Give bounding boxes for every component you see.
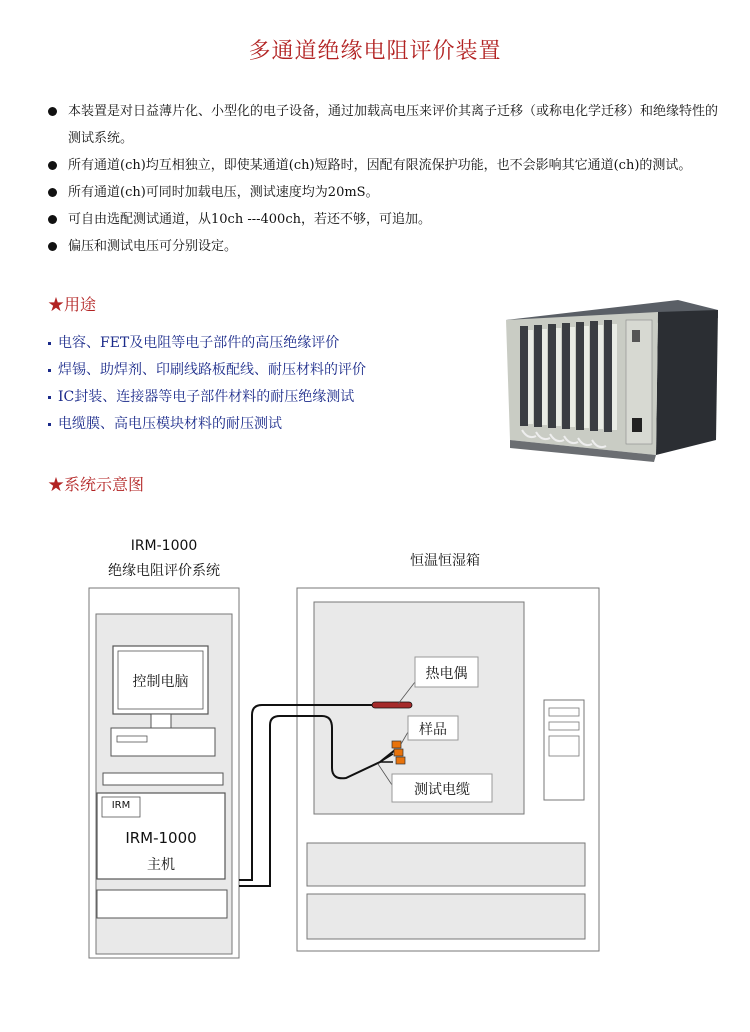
feature-list [48,98,728,260]
uses-heading-text: 用途 [64,295,97,314]
irm-badge: IRM [111,800,131,811]
uses-heading [48,292,96,315]
feature-item [48,152,728,179]
host-label-model: IRM-1000 [125,829,197,847]
diagram-heading-text: 系统示意图 [64,475,145,494]
star-icon: ★ [48,475,65,494]
uses-list [48,330,366,438]
use-text: IC封装、连接器等电子部件材料的耐压绝缘测试 [58,389,355,405]
bullet-dot-icon [48,215,57,224]
feature-text: 可自由选配测试通道，从10ch ---400ch，若还不够，可追加。 [68,212,431,227]
bullet-square-icon [48,369,51,372]
feature-text: 所有通道(ch)可同时加载电压，测试速度均为20mS。 [68,185,379,200]
bullet-dot-icon [48,161,57,170]
bullet-square-icon [48,342,51,345]
use-text: 电容、FET及电阻等电子部件的高压绝缘评价 [58,335,340,351]
feature-item [48,233,728,260]
cable-label: 测试电缆 [414,782,470,798]
feature-item [48,98,728,152]
feature-item [48,206,728,233]
star-icon: ★ [48,295,65,314]
system-label-name: 绝缘电阻评价系统 [108,563,220,579]
system-diagram [0,500,750,1032]
bullet-dot-icon [48,242,57,251]
thermocouple [372,702,412,708]
bullet-square-icon [48,396,51,399]
host-label-name: 主机 [147,857,175,873]
sample-label: 样品 [419,722,447,738]
use-item [48,330,366,357]
bullet-square-icon [48,423,51,426]
feature-text: 偏压和测试电压可分别设定。 [68,239,238,254]
feature-text: 本装置是对日益薄片化、小型化的电子设备，通过加载高电压来评价其离子迁移（或称电化学迁移）和绝缘特性的测试系统。 [68,104,719,146]
product-photo [498,290,720,470]
use-text: 焊锡、助焊剂、印刷线路板配线、耐压材料的评价 [58,362,366,378]
pc-label: 控制电脑 [132,674,189,690]
feature-text: 所有通道(ch)均互相独立，即使某通道(ch)短路时，因配有限流保护功能，也不会影响其它通道(ch)的测试。 [68,158,692,173]
chamber-label: 恒温恒湿箱 [410,553,480,569]
use-item [48,357,366,384]
thermocouple-label: 热电偶 [425,666,468,682]
sample [396,757,405,764]
bullet-dot-icon [48,188,57,197]
diagram-heading [48,472,144,495]
use-item [48,411,366,438]
sample [392,741,401,748]
use-text: 电缆膜、高电压模块材料的耐压测试 [58,416,282,432]
page-title: 多通道绝缘电阻评价装置 [248,39,502,64]
bullet-dot-icon [48,107,57,116]
system-label-model: IRM-1000 [130,538,198,554]
use-item [48,384,366,411]
feature-item [48,179,728,206]
sample [394,749,403,756]
